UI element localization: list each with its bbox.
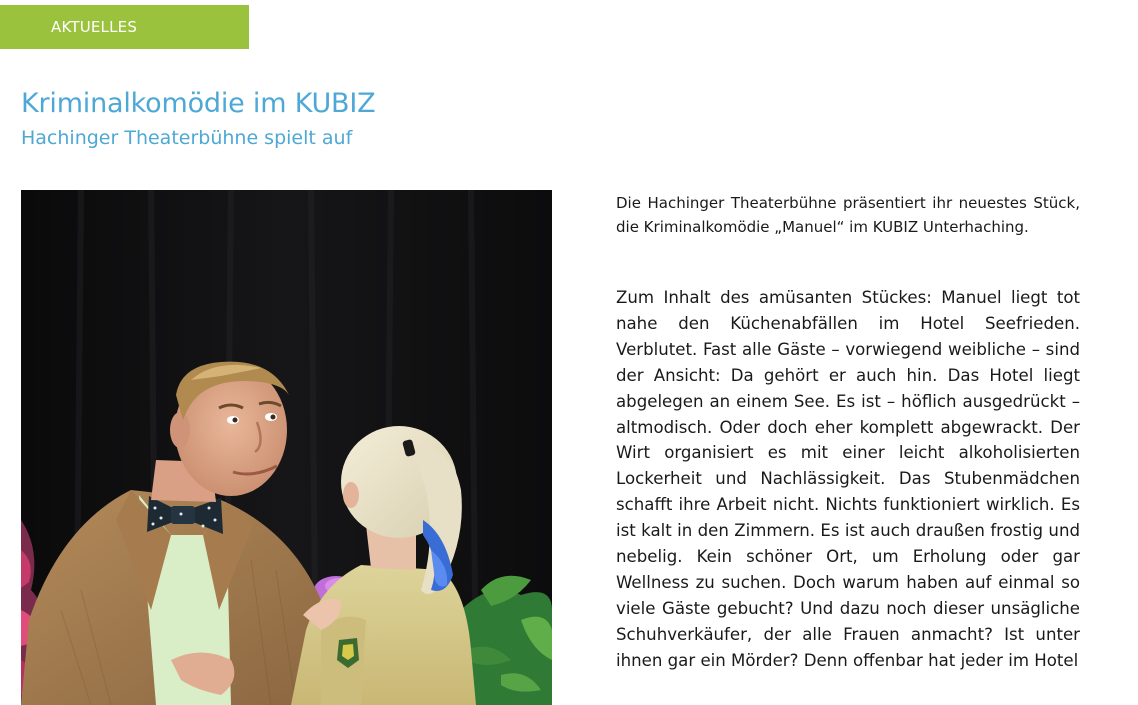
article-body bbox=[616, 190, 1080, 674]
article-lead: Die Hachinger Theaterbühne präsentiert ihr neuestes Stück, die Kriminalkomödie „Manuel“ im KUBIZ Unterhaching. bbox=[616, 194, 1080, 236]
article-title: Kriminalkomödie im KUBIZ bbox=[21, 88, 376, 119]
article-photo bbox=[21, 190, 552, 705]
article-paragraph: Zum Inhalt des amüsanten Stückes: Manuel liegt tot nahe den Küchenabfällen im Hotel Seefrieden. Verblutet. Fast alle Gäste – vorwiegend weibliche – sind der Ansicht: Da gehört er auch hin. Das Hotel liegt abgelegen an einem See. Es ist – höflich ausgedrückt – altmodisch. Oder doch eher komplett abgewrackt. Der Wirt organisiert es mit einer leicht alkoholisierten Lockerheit und Nachlässigkeit. Das Stubenmädchen schafft ihre Arbeit nicht. Nichts funktioniert wirklich. Es ist kalt in den Zimmern. Es ist auch draußen frostig und nebelig. Kein schöner Ort, um Erholung oder gar Wellness zu suchen. Doch warum haben auf einmal so viele Gäste gebucht? Und dazu noch dieser unsägliche Schuhverkäufer, der alle Frauen anmacht? Ist unter ihnen gar ein Mörder? Denn offenbar hat jeder im Hotel bbox=[616, 288, 1080, 670]
category-tab-aktuelles[interactable]: AKTUELLES bbox=[0, 5, 249, 49]
article-subtitle: Hachinger Theaterbühne spielt auf bbox=[21, 127, 353, 149]
